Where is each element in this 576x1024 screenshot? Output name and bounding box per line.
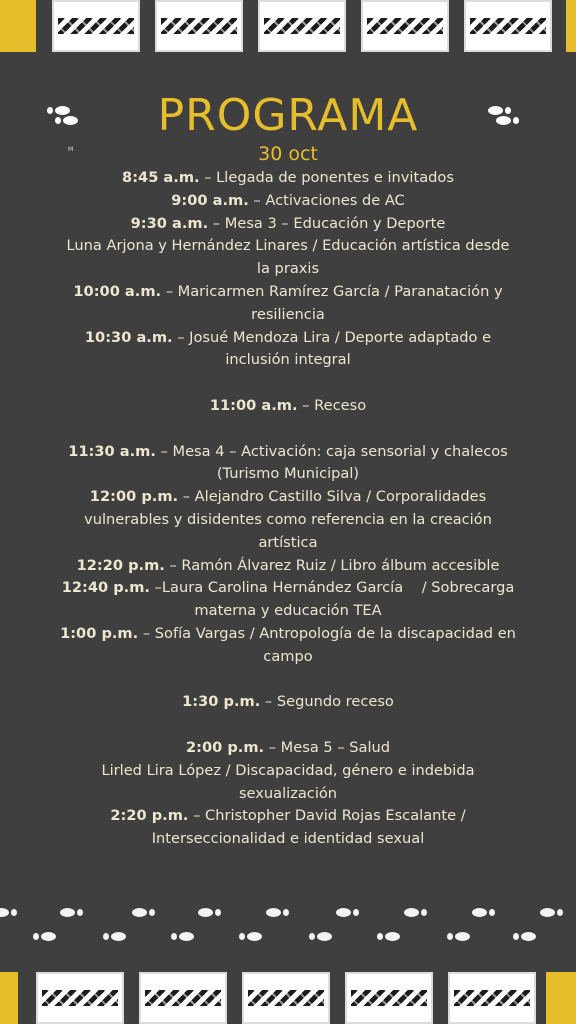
schedule-text: – Segundo receso <box>260 693 394 711</box>
yellow-corner-block <box>0 972 18 1024</box>
film-frame <box>258 0 346 52</box>
schedule-item <box>60 486 516 554</box>
schedule-text: – Christopher David Rojas Escalante / Interseccionalidad e identidad sexual <box>151 807 466 848</box>
schedule-time: 11:30 a.m. <box>68 442 156 460</box>
top-film-strip <box>0 0 576 60</box>
schedule-text: – Ramón Álvarez Ruiz / Libro álbum accesible <box>164 556 500 574</box>
yellow-corner-block <box>546 972 576 1024</box>
schedule-time: 12:00 p.m. <box>89 488 179 506</box>
film-frame <box>52 0 140 52</box>
schedule-time: 1:30 p.m. <box>182 693 261 711</box>
trademark-mark: M <box>68 146 74 153</box>
film-frame <box>361 0 449 52</box>
schedule-time: 1:00 p.m. <box>60 624 139 642</box>
schedule-item <box>60 281 516 327</box>
film-frame <box>155 0 243 52</box>
film-frame <box>448 972 536 1024</box>
schedule-item <box>60 327 516 373</box>
schedule-text: – Activaciones de AC <box>248 191 405 209</box>
schedule-time: 9:00 a.m. <box>171 191 249 209</box>
schedule-text: – Mesa 4 – Activación: caja sensorial y chalecos (Turismo Municipal) <box>155 442 508 483</box>
schedule-time: 11:00 a.m. <box>209 396 298 414</box>
schedule-item <box>60 190 516 213</box>
schedule-time: 12:40 p.m. <box>61 579 150 597</box>
schedule-text: –Laura Carolina Hernández García / Sobrecarga materna y educación TEA <box>149 579 519 620</box>
schedule-item <box>60 555 516 578</box>
schedule-item <box>60 577 519 623</box>
schedule-item <box>60 737 516 760</box>
film-frame <box>139 972 227 1024</box>
schedule-text: – Josué Mendoza Lira / Deporte adaptado e inclusión integral <box>172 328 492 369</box>
schedule-text: – Maricarmen Ramírez García / Paranatación y resiliencia <box>161 282 503 323</box>
film-frame <box>242 972 330 1024</box>
schedule-detail: Luna Arjona y Hernández Linares / Educación artística desde la praxis <box>66 237 510 278</box>
schedule-time: 2:20 p.m. <box>110 807 189 825</box>
schedule-item <box>60 441 516 487</box>
footprints-icon <box>0 908 576 922</box>
program-schedule <box>60 167 519 851</box>
schedule-text: – Mesa 5 – Salud <box>264 738 391 756</box>
schedule-item <box>60 395 516 418</box>
schedule-time: 2:00 p.m. <box>185 738 265 756</box>
schedule-item <box>60 623 516 669</box>
schedule-item <box>60 213 516 236</box>
schedule-item <box>60 691 516 714</box>
film-frame <box>464 0 552 52</box>
footprints-icon <box>0 932 576 946</box>
schedule-text: – Receso <box>297 396 367 414</box>
schedule-text: – Sofía Vargas / Antropología de la discapacidad en campo <box>138 624 516 665</box>
yellow-corner-block <box>0 0 36 52</box>
film-frame <box>345 972 433 1024</box>
film-frame <box>36 972 124 1024</box>
schedule-time: 9:30 a.m. <box>130 214 209 232</box>
schedule-time: 8:45 a.m. <box>122 169 200 186</box>
schedule-text: – Llegada de ponentes e invitados <box>199 169 454 186</box>
schedule-time: 10:30 a.m. <box>84 328 173 346</box>
schedule-text: – Mesa 3 – Educación y Deporte <box>208 214 446 232</box>
schedule-detail: Lirled Lira López / Discapacidad, género e indebida sexualización <box>101 761 475 802</box>
bottom-film-strip <box>0 972 576 1024</box>
yellow-corner-block <box>566 0 576 52</box>
schedule-time: 10:00 a.m. <box>73 282 162 300</box>
event-date: 30 oct <box>258 143 318 165</box>
schedule-item <box>60 167 516 190</box>
schedule-time: 12:20 p.m. <box>76 556 165 574</box>
page-title: PROGRAMA <box>157 90 419 141</box>
schedule-item <box>60 805 516 851</box>
schedule-text: – Alejandro Castillo Silva / Corporalidades vulnerables y disidentes como referencia en la creación artística <box>84 488 492 551</box>
